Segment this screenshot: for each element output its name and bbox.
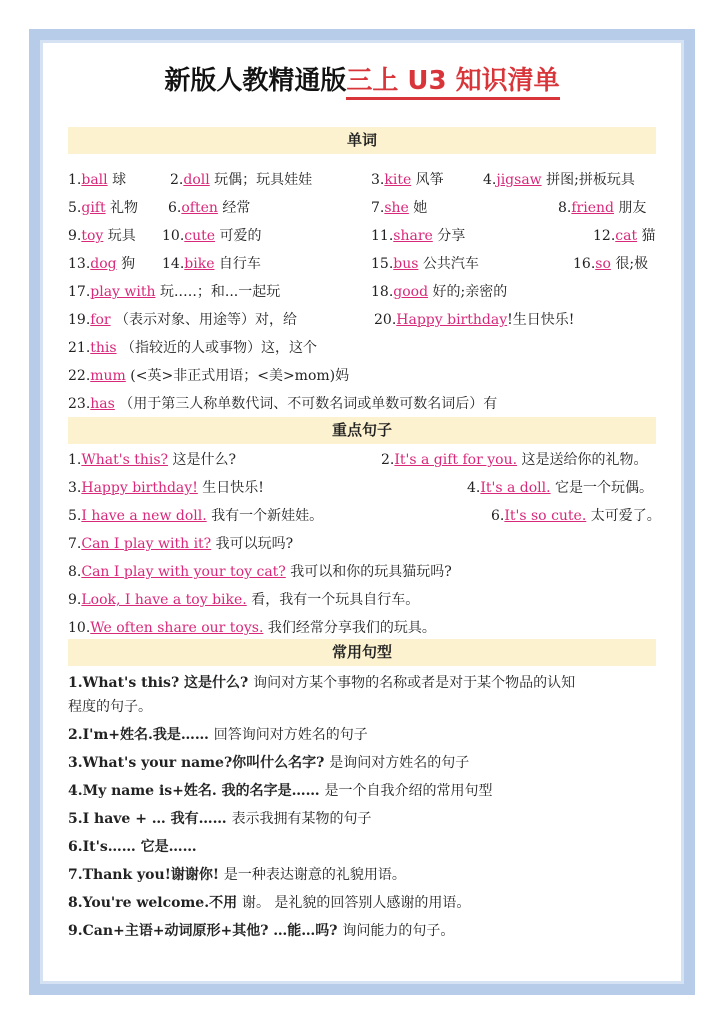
word-number: 4.	[483, 172, 497, 188]
word-item	[162, 225, 262, 245]
section-patterns-header: 常用句型	[68, 639, 656, 666]
pattern-item	[68, 808, 372, 828]
word-chinese: !生日快乐!	[507, 312, 575, 328]
pattern-item	[68, 864, 406, 884]
word-item	[68, 281, 280, 301]
sentence-english: It's a doll.	[480, 480, 551, 496]
sentence-chinese: 这是送给你的礼物。	[517, 452, 648, 468]
word-english: bus	[393, 256, 419, 272]
sentence-english: Happy birthday!	[81, 480, 198, 496]
pattern-bold: 8.You're welcome.不用	[68, 895, 242, 911]
pattern-item	[68, 696, 152, 716]
sentence-item	[491, 505, 661, 525]
pattern-note: 询问对方某个事物的名称或者是对于某个物品的认知	[253, 675, 576, 691]
word-number: 20.	[374, 312, 397, 328]
word-english: play with	[90, 284, 156, 300]
word-item	[371, 253, 479, 273]
word-english: gift	[81, 200, 106, 216]
word-number: 1.	[68, 172, 82, 188]
pattern-bold: 7.Thank you!谢谢你!	[68, 867, 224, 883]
word-item	[371, 281, 507, 301]
sentence-number: 7.	[68, 536, 82, 552]
word-english: cute	[184, 228, 216, 244]
word-item	[68, 365, 349, 385]
sentence-number: 6.	[491, 508, 505, 524]
title-right: 三上 U3 知识清单	[346, 66, 559, 100]
sentence-chinese: 我有一个新娃娃。	[206, 508, 324, 524]
word-chinese: 朋友	[613, 200, 647, 216]
word-item	[68, 197, 138, 217]
word-chinese: 玩.….；和...一起玩	[155, 284, 281, 300]
word-english: bike	[184, 256, 215, 272]
word-number: 11.	[371, 228, 394, 244]
word-number: 17.	[68, 284, 91, 300]
word-english: often	[181, 200, 218, 216]
sentence-chinese: 看，我有一个玩具自行车。	[246, 592, 420, 608]
sentence-english: We often share our toys.	[90, 620, 264, 636]
sentence-item	[68, 477, 264, 497]
word-number: 8.	[558, 200, 572, 216]
word-item	[558, 197, 646, 217]
sentence-item	[381, 449, 648, 469]
sentence-chinese: 它是一个玩偶。	[550, 480, 654, 496]
word-chinese: 她	[408, 200, 428, 216]
word-item	[170, 169, 312, 189]
pattern-item	[68, 836, 197, 856]
sentence-number: 8.	[68, 564, 82, 580]
word-item	[371, 225, 465, 245]
word-item	[68, 225, 136, 245]
word-item	[483, 169, 635, 189]
word-number: 22.	[68, 368, 91, 384]
word-number: 19.	[68, 312, 91, 328]
word-item	[68, 309, 297, 329]
sentence-item	[68, 561, 452, 581]
word-chinese: 玩具	[103, 228, 136, 244]
word-english: toy	[81, 228, 104, 244]
sentence-english: Can I play with your toy cat?	[81, 564, 286, 580]
sentence-english: Look, I have a toy bike.	[81, 592, 247, 608]
word-chinese: 风筝	[411, 172, 444, 188]
sentence-chinese: 这是什么?	[168, 452, 237, 468]
word-number: 14.	[162, 256, 185, 272]
pattern-bold: 6.It's…… 它是……	[68, 839, 197, 855]
section-words-header: 单词	[68, 127, 656, 154]
word-english: this	[90, 340, 117, 356]
word-number: 12.	[593, 228, 616, 244]
pattern-bold: 9.Can+主语+动词原形+其他? …能…吗?	[68, 923, 343, 939]
pattern-note: 谢。 是礼貌的回答别人感谢的用语。	[241, 895, 471, 911]
sentence-english: I have a new doll.	[81, 508, 207, 524]
word-item	[68, 253, 135, 273]
word-chinese: 礼物	[105, 200, 139, 216]
word-item	[371, 197, 427, 217]
word-chinese: （表示对象、用途等）对，给	[110, 312, 298, 328]
word-chinese: 自行车	[214, 256, 261, 272]
word-english: good	[393, 284, 429, 300]
pattern-note: 表示我拥有某物的句子	[231, 811, 372, 827]
sentence-english: What's this?	[81, 452, 169, 468]
pattern-bold: 1.What's this? 这是什么?	[68, 675, 254, 691]
sentence-item	[68, 533, 293, 553]
word-chinese: 公共汽车	[418, 256, 479, 272]
word-english: so	[595, 256, 611, 272]
word-english: mum	[90, 368, 126, 384]
pattern-note: 回答询问对方姓名的句子	[213, 727, 368, 743]
word-chinese: （用于第三人称单数代词、不可数名词或单数可数名词后）有	[114, 396, 498, 412]
word-english: Happy birthday	[396, 312, 508, 328]
sentence-item	[68, 589, 419, 609]
word-number: 9.	[68, 228, 82, 244]
word-number: 3.	[371, 172, 385, 188]
sentence-chinese: 太可爱了。	[586, 508, 661, 524]
sentence-number: 2.	[381, 452, 395, 468]
word-chinese: 很;极	[610, 256, 649, 272]
word-english: friend	[571, 200, 614, 216]
sentence-english: It's so cute.	[504, 508, 587, 524]
word-number: 18.	[371, 284, 394, 300]
section-key-sentences-header: 重点句子	[68, 417, 656, 444]
word-chinese: 狗	[116, 256, 136, 272]
word-english: cat	[615, 228, 638, 244]
word-chinese: 玩偶；玩具娃娃	[209, 172, 313, 188]
pattern-note: 是一个自我介绍的常用句型	[324, 783, 493, 799]
word-chinese: 拼图;拼板玩具	[541, 172, 635, 188]
word-item	[162, 253, 261, 273]
word-item	[68, 393, 497, 413]
title-left: 新版人教精通版	[164, 66, 347, 96]
word-number: 2.	[170, 172, 184, 188]
word-chinese: 球	[107, 172, 127, 188]
word-item	[374, 309, 574, 329]
word-item	[593, 225, 656, 245]
word-english: share	[393, 228, 433, 244]
sentence-number: 4.	[467, 480, 481, 496]
sentence-item	[467, 477, 653, 497]
sentence-number: 10.	[68, 620, 91, 636]
word-number: 21.	[68, 340, 91, 356]
word-number: 16.	[573, 256, 596, 272]
pattern-note: 是一种表达谢意的礼貌用语。	[223, 867, 406, 883]
pattern-item	[68, 892, 470, 912]
word-number: 23.	[68, 396, 91, 412]
word-english: dog	[90, 256, 117, 272]
word-item	[68, 337, 317, 357]
sentence-chinese: 我可以玩吗?	[211, 536, 294, 552]
word-item	[168, 197, 250, 217]
sentence-number: 3.	[68, 480, 82, 496]
word-chinese: 经常	[217, 200, 251, 216]
word-item	[371, 169, 444, 189]
sentence-item	[68, 449, 236, 469]
word-item	[68, 169, 126, 189]
word-item	[573, 253, 648, 273]
word-english: for	[90, 312, 111, 328]
word-number: 5.	[68, 200, 82, 216]
sentence-item	[68, 505, 323, 525]
word-chinese: （指较近的人或事物）这，这个	[116, 340, 318, 356]
pattern-bold: 4.My name is+姓名. 我的名字是……	[68, 783, 325, 799]
word-number: 10.	[162, 228, 185, 244]
pattern-item	[68, 920, 454, 940]
word-chinese: (<英>非正式用语；<美>mom)妈	[125, 368, 350, 384]
word-chinese: 猫	[637, 228, 656, 244]
pattern-bold: 2.I'm+姓名.我是……	[68, 727, 214, 743]
pattern-item	[68, 780, 493, 800]
word-chinese: 可爱的	[215, 228, 262, 244]
sentence-number: 9.	[68, 592, 82, 608]
pattern-bold: 5.I have + … 我有……	[68, 811, 232, 827]
sentence-english: It's a gift for you.	[394, 452, 518, 468]
word-english: ball	[81, 172, 108, 188]
sentence-chinese: 生日快乐!	[197, 480, 264, 496]
sentence-english: Can I play with it?	[81, 536, 212, 552]
word-english: jigsaw	[496, 172, 542, 188]
pattern-item	[68, 724, 368, 744]
pattern-note: 询问能力的句子。	[342, 923, 455, 939]
word-english: kite	[384, 172, 412, 188]
page-title	[0, 60, 724, 97]
pattern-note: 是询问对方姓名的句子	[329, 755, 470, 771]
pattern-bold: 3.What's your name?你叫什么名字?	[68, 755, 330, 771]
word-number: 15.	[371, 256, 394, 272]
word-number: 6.	[168, 200, 182, 216]
word-english: doll	[183, 172, 210, 188]
pattern-item	[68, 752, 469, 772]
word-number: 13.	[68, 256, 91, 272]
sentence-number: 1.	[68, 452, 82, 468]
word-chinese: 好的;亲密的	[428, 284, 508, 300]
sentence-item	[68, 617, 436, 637]
word-number: 7.	[371, 200, 385, 216]
sentence-number: 5.	[68, 508, 82, 524]
pattern-item	[68, 672, 575, 692]
sentence-chinese: 我们经常分享我们的玩具。	[263, 620, 436, 636]
word-chinese: 分享	[432, 228, 466, 244]
pattern-note: 程度的句子。	[68, 699, 152, 715]
word-english: has	[90, 396, 115, 412]
word-english: she	[384, 200, 409, 216]
sentence-chinese: 我可以和你的玩具猫玩吗?	[285, 564, 452, 580]
